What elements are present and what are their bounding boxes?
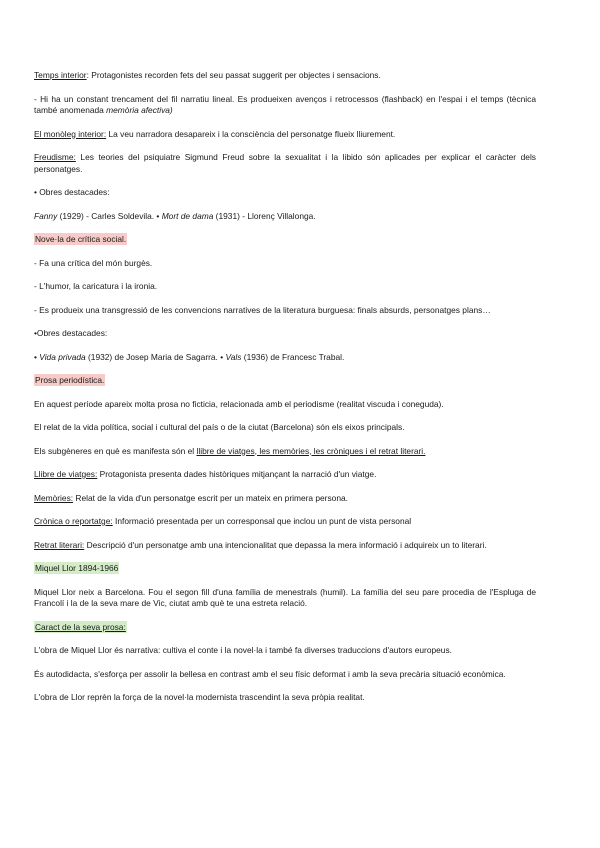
term: El monòleg interior: <box>34 128 107 139</box>
paragraph-temps-interior: Temps interior: Protagonistes recorden fets del seu passat suggerit per objectes i sensacions. <box>34 70 381 80</box>
term: Freudisme: <box>34 152 76 162</box>
paragraph-llor-obra: L'obra de Miquel Llor és narrativa: cultiva el conte i la novel·la i també fa diverses traduccions d'autors europeus. <box>34 645 452 655</box>
paragraph-memories: Memòries: Relat de la vida d'un personatge escrit per un mateix en primera persona. <box>34 492 348 503</box>
term: Temps interior <box>34 70 87 80</box>
paragraph-cronica: Crònica o reportatge: Informació presentada per un corresponsal que inclou un punt de vista personal <box>34 516 412 526</box>
paragraph-humor: - L'humor, la caricatura i la ironia. <box>34 281 158 291</box>
paragraph-llor-bio: Miquel Llor neix a Barcelona. Fou el segon fill d'una família de menestrals (humil). La família del seu pare procedia de l'Espluga de Francolí i la de la seva mare de Vic, ciutat amb què te una estreta relació. <box>34 586 536 608</box>
paragraph-obres-list-2: • Vida privada (1932) de Josep Maria de Sagarra. • Vals (1936) de Francesc Trabal. <box>34 351 345 362</box>
paragraph-transgressio: - Es produeix una transgressió de les convencions narratives de la literatura burguesa: finals absurds, personatges plans… <box>34 304 491 315</box>
paragraph-llibre-viatges: Llibre de viatges: Protagonista presenta dades històriques mitjançant la narració d'un viatge. <box>34 469 377 479</box>
heading-caract-prosa: Caract de la seva prosa: <box>35 621 126 632</box>
paragraph-critica-burges: - Fa una crítica del món burgès. <box>34 257 153 268</box>
paragraph-retrat: Retrat literari: Descripció d'un personatge amb una intencionalitat que depassa la mera informació i adquireix un to literari. <box>34 539 487 550</box>
term: Llibre de viatges: <box>34 469 98 479</box>
heading-miquel-llor: Miquel Llor 1894-1966 <box>35 563 119 573</box>
heading-prosa-periodistica: Prosa periodística. <box>35 375 105 385</box>
paragraph-relat-vida: El relat de la vida política, social i cultural del país o de la ciutat (Barcelona) són els eixos principals. <box>34 422 405 432</box>
paragraph-monoleg: El monòleg interior: La veu narradora desapareix i la consciència del personatge flueix lliurement. <box>34 128 396 139</box>
paragraph-trencament: - Hi ha un constant trencament del fil narratiu lineal. Es produeixen avenços i retrocessos (flashback) en l'espai i el temps (tècnica també anomenada memòria afectiva) <box>34 93 536 115</box>
paragraph-llor-autodidacta: És autodidacta, s'esforça per assolir la bellesa en contrast amb el seu físic deformat i amb la seva precària situació econòmica. <box>34 668 506 679</box>
paragraph-llor-forca: L'obra de Llor reprèn la força de la novel·la modernista trascendint la seva pròpia realitat. <box>34 692 365 702</box>
term: Memòries: <box>34 492 74 503</box>
paragraph-freudisme: Freudisme: Les teories del psiquiatre Sigmund Freud sobre la sexualitat i la libido són aplicades per explicar el caràcter dels personatges. <box>34 152 536 174</box>
term: Crònica o reportatge: <box>34 516 113 526</box>
paragraph-obres-list-1: Fanny (1929) - Carles Soldevila. • Mort de dama (1931) - Llorenç Villalonga. <box>34 210 316 221</box>
paragraph-obres-destacades-2: •Obres destacades: <box>34 328 108 338</box>
term: Retrat literari: <box>34 539 85 550</box>
paragraph-prosa-no-ficticia: En aquest període apareix molta prosa no ficticia, relacionada amb el periodisme (realitat viscuda i coneguda). <box>34 398 444 409</box>
paragraph-obres-destacades-1: • Obres destacades: <box>34 187 110 197</box>
paragraph-subgeneres: Els subgèneres en què es manifesta són el llibre de viatges, les memòries, les cròniques i el retrat literari. <box>34 445 426 456</box>
heading-critica-social: Nove·la de crítica social. <box>35 234 127 244</box>
